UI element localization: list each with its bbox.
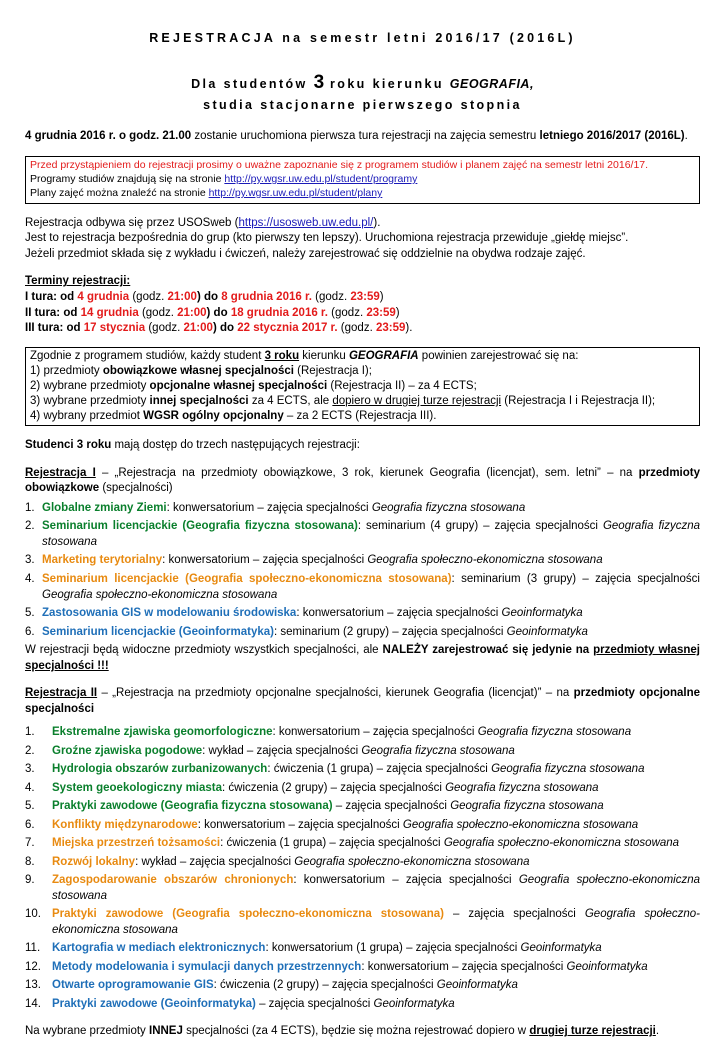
course-desc: : wykład – zajęcia specjalności [202,744,362,757]
program-item-4 [30,409,695,424]
registration-2-section [25,686,700,1012]
course-number: 7. [25,837,35,850]
term-end-time-pre: (godz. [311,290,351,303]
term-end: 22 stycznia 2017 r. [237,322,338,335]
course-specialty: Geografia fizyczna stosowana [361,744,515,757]
terms-section [25,274,700,336]
course-desc: : konwersatorium (1 grupa) – zajęcia specjalności [265,942,521,955]
reg2-bold: przedmioty opcjonalne specjalności [25,687,700,715]
term-end-time: 23:59 [350,290,380,303]
footer-pre: Na wybrane przedmioty [25,1025,149,1038]
program-item-3 [30,394,695,409]
course-specialty: Geografia społeczno-ekonomiczna stosowana [52,874,700,902]
item-num: 1) [30,364,41,377]
item-post: – za 2 ECTS (Rejestracja III). [283,410,437,423]
course-item [25,855,700,871]
course-number: 13. [25,979,41,992]
usos-line3: Jeżeli przedmiot składa się z wykładu i ćwiczeń, należy zarejestrować się oddzielnie na obydwa rodzaje zajęć. [25,247,586,260]
intro-end: . [684,129,688,142]
course-name: Konflikty międzynarodowe [52,818,198,831]
note-plans [30,187,695,201]
course-name: Otwarte oprogramowanie GIS [52,979,214,992]
course-specialty: Geoinformatyka [436,979,518,992]
course-number: 5. [25,607,35,620]
intro-date: 4 grudnia 2016 r. o godz. 21.00 [25,129,192,142]
reg1-note [25,643,700,674]
program-item-2 [30,379,695,394]
usos-line1-pre: Rejestracja odbywa się przez USOSweb ( [25,216,239,229]
course-number: 6. [25,625,35,638]
usos-line2: Jest to rejestracja bezpośrednia do grup (kto pierwszy ten lepszy). Uruchomiona rejestracja przewiduje „giełdę miejsc”. [25,232,629,245]
course-number: 14. [25,997,41,1010]
course-desc: : konwersatorium – zajęcia specjalności [361,960,567,973]
programs-link[interactable]: http://py.wgsr.uw.edu.pl/student/programy [224,173,418,186]
course-desc: : wykład – zajęcia specjalności [135,855,295,868]
term-mid: ) do [212,322,238,335]
usos-line1-post: ). [373,216,381,229]
term-end-time: 23:59 [366,306,396,319]
course-specialty: Geografia społeczno-ekonomiczna stosowana [367,554,603,567]
course-item [25,606,700,622]
course-number: 9. [25,874,35,887]
reg1-desc: – „Rejestracja na przedmioty obowiązkowe, 3 rok, kierunek Geografia (licencjat), sem. letni” – na [95,466,639,479]
subtitle-field: GEOGRAFIA, [449,76,534,91]
course-item [25,781,700,797]
term-round-2 [25,306,700,322]
term-end-time: 23:59 [375,322,406,335]
term-mid: ) do [196,290,222,303]
registration-1-section [25,466,700,674]
course-specialty: Geografia fizyczna stosowana [445,781,599,794]
course-item [25,978,700,994]
course-desc: – zajęcia specjalności [332,800,451,813]
course-desc: : konwersatorium – zajęcia specjalności [296,607,502,620]
footer-end: . [655,1025,660,1038]
item-post: za 4 ECTS, ale [248,395,333,408]
course-specialty: Geografia społeczno-ekonomiczna stosowana [42,588,278,601]
intro-paragraph [25,129,700,145]
reg2-label: Rejestracja II [25,687,98,700]
item-bold: obowiązkowe własnej specjalności [102,364,294,377]
course-desc: : konwersatorium – zajęcia specjalności [272,726,478,739]
course-item [25,941,700,957]
subtitle-year: 3 [313,71,325,93]
course-number: 2. [25,520,35,533]
terms-heading: Terminy rejestracji: [25,275,131,288]
program-intro [30,349,695,364]
course-name: Praktyki zawodowe (Geoinformatyka) [52,997,256,1010]
program-intro-post: powinien zarejestrować się na: [418,349,579,362]
course-number: 8. [25,855,35,868]
course-item [25,997,700,1013]
item-num: 2) [30,379,41,392]
course-number: 5. [25,800,35,813]
course-name: Zastosowania GIS w modelowaniu środowiska [42,607,297,620]
term-start-time: 21:00 [177,306,207,319]
term-round-1 [25,290,700,306]
item-underline: dopiero w drugiej turze rejestracji [332,395,502,408]
term-start: 4 grudnia [77,290,130,303]
note-warning: Przed przystąpieniem do rejestracji prosimy o uważne zapoznanie się z programem studiów i planem zajęć na semestr letni 2016/17. [30,159,649,172]
course-name: Seminarium licencjackie (Geoinformatyka) [42,625,275,638]
course-specialty: Geoinformatyka [373,997,455,1010]
footer-bold-underline: drugiej turze rejestracji [529,1025,656,1038]
course-number: 12. [25,960,41,973]
term-mid: ) do [206,306,231,319]
course-item [25,818,700,834]
course-desc: : konwersatorium – zajęcia specjalności [293,874,519,887]
course-number: 3. [25,763,35,776]
term-end: 8 grudnia 2016 r. [221,290,312,303]
term-end-time-pre: (godz. [327,306,367,319]
course-name: Praktyki zawodowe (Geografia społeczno-ekonomiczna stosowana) [52,908,444,921]
access-bold: Studenci 3 roku [25,439,112,452]
note-box [25,156,700,204]
term-start-time-pre: (godz. [129,290,168,303]
course-desc: – zajęcia specjalności [443,908,585,921]
course-name: Kartografia w mediach elektronicznych [52,942,266,955]
access-text: mają dostęp do trzech następujących rejestracji: [111,439,360,452]
term-start-time-pre: (godz. [138,306,178,319]
subtitle-mid: roku kierunku [330,76,444,91]
course-name: Seminarium licencjackie (Geografia społeczno-ekonomiczna stosowana) [42,573,452,585]
item-bold: innej specjalności [149,395,249,408]
course-number: 11. [25,942,41,955]
term-label: I tura: od [25,290,78,303]
usosweb-link[interactable]: https://usosweb.uw.edu.pl/ [238,216,374,229]
reg1-post: (specjalności) [99,482,173,495]
course-desc: : ćwiczenia (2 grupy) – zajęcia specjalności [222,781,446,794]
program-intro-field: GEOGRAFIA [348,349,419,362]
program-intro-mid: kierunku [299,349,349,362]
course-item [25,960,700,976]
course-name: Seminarium licencjackie (Geografia fizyczna stosowana) [42,520,358,533]
program-item-1 [30,364,695,379]
course-desc: : seminarium (3 grupy) – zajęcia specjalności [451,573,700,585]
course-number: 4. [25,781,35,794]
course-item [25,572,700,603]
term-start-time-pre: (godz. [145,322,184,335]
reg1-note-pre: W rejestracji będą widoczne przedmioty wszystkich specjalności, ale [25,644,383,657]
footer-note [25,1024,700,1040]
course-item [25,625,700,641]
course-name: Marketing terytorialny [42,554,163,567]
document-subtitle [25,69,700,115]
course-desc: : konwersatorium – zajęcia specjalności [197,818,403,831]
note-programs-label: Programy studiów znajdują się na stronie [30,173,225,186]
course-specialty: Geografia społeczno-ekonomiczna stosowana [294,855,530,868]
item-tail: (Rejestracja I i Rejestracja II); [501,395,656,408]
program-box [25,347,700,427]
item-pre: wybrane przedmioty [43,395,150,408]
course-specialty: Geografia społeczno-ekonomiczna stosowana [402,818,639,831]
course-item [25,762,700,778]
term-label: II tura: od [25,306,81,319]
reg1-note-bold: NALEŻY zarejestrować się jedynie na [382,644,594,657]
course-specialty: Geografia społeczno-ekonomiczna stosowana [443,837,680,850]
course-specialty: Geoinformatyka [566,960,648,973]
reg1-label: Rejestracja I [25,466,96,479]
reg2-desc: – „Rejestracja na przedmioty opcjonalne specjalności, kierunek Geografia (licencjat)” – na [97,687,574,700]
item-pre: wybrane przedmioty [43,379,150,392]
course-item [25,519,700,550]
subtitle-line2: studia stacjonarne pierwszego stopnia [203,98,522,113]
course-item [25,907,700,938]
usos-line1 [25,216,700,232]
course-item [25,725,700,741]
course-number: 6. [25,818,35,831]
course-desc: : ćwiczenia (2 grupy) – zajęcia specjalności [213,979,437,992]
reg2-list [25,725,700,1012]
item-post: (Rejestracja II) – za 4 ECTS; [327,379,477,392]
footer-mid: specjalności (za 4 ECTS), będzie się można rejestrować dopiero w [182,1025,530,1038]
course-specialty: Geografia fizyczna stosowana [42,520,700,548]
intro-text: zostanie uruchomiona pierwsza tura rejestracji na zajęcia semestru [191,129,540,142]
term-round-3 [25,321,700,337]
course-desc: : seminarium (4 grupy) – zajęcia specjalności [357,520,603,533]
term-start: 14 grudnia [80,306,139,319]
course-item [25,553,700,569]
subtitle-pre: Dla studentów [191,76,308,91]
course-item [25,744,700,760]
course-desc: – zajęcia specjalności [255,997,374,1010]
course-specialty: Geografia fizyczna stosowana [491,763,645,776]
reg2-heading [25,686,700,717]
reg1-list [25,501,700,640]
reg1-note-bold-underline: przedmioty własnej specjalności !!! [25,644,700,672]
course-number: 2. [25,744,35,757]
course-item [25,873,700,904]
item-pre: wybrany przedmiot [43,410,144,423]
course-specialty: Geografia fizyczna stosowana [371,501,526,514]
course-number: 3. [25,554,35,567]
course-specialty: Geoinformatyka [506,625,588,638]
course-item [25,799,700,815]
course-name: System geoekologiczny miasta [52,781,223,794]
term-end-time-pre: (godz. [337,322,376,335]
note-plans-label: Plany zajęć można znaleźć na stronie [30,186,209,199]
term-end: 18 grudnia 2016 r. [230,306,328,319]
course-number: 10. [25,908,41,921]
course-desc: : ćwiczenia (1 grupa) – zajęcia specjalności [267,763,492,776]
term-label: III tura: od [25,322,84,335]
course-specialty: Geoinformatyka [520,942,602,955]
program-intro-year: 3 roku [264,349,300,362]
intro-semester: letniego 2016/2017 (2016L) [539,129,685,142]
item-bold: opcjonalne własnej specjalności [149,379,328,392]
course-specialty: Geografia fizyczna stosowana [477,726,632,739]
term-start: 17 stycznia [83,322,146,335]
course-name: Rozwój lokalny [52,855,136,868]
term-start-time: 21:00 [167,290,197,303]
course-specialty: Geoinformatyka [501,607,583,620]
reg1-bold: przedmioty obowiązkowe [25,466,700,495]
term-start-time: 21:00 [183,322,213,335]
course-name: Ekstremalne zjawiska geomorfologiczne [52,726,273,739]
access-paragraph [25,438,700,454]
plans-link[interactable]: http://py.wgsr.uw.edu.pl/student/plany [208,186,383,199]
course-desc: : seminarium (2 grupy) – zajęcia specjalności [274,625,507,638]
item-pre: przedmioty [43,364,103,377]
course-name: Praktyki zawodowe (Geografia fizyczna stosowana) [52,800,333,813]
course-specialty: Geografia społeczno-ekonomiczna stosowana [52,908,700,936]
footer-bold: INNEJ [149,1025,183,1038]
course-item [25,836,700,852]
reg1-heading [25,466,700,497]
term-close: ) [379,290,384,303]
course-name: Zagospodarowanie obszarów chronionych [52,874,294,887]
item-num: 3) [30,395,41,408]
term-close: ). [405,322,413,335]
usos-section [25,216,700,263]
note-programs [30,173,695,187]
course-name: Metody modelowania i symulacji danych przestrzennych [52,960,362,973]
course-number: 1. [25,501,35,514]
course-name: Groźne zjawiska pogodowe [52,744,203,757]
course-item [25,501,700,517]
course-desc: : ćwiczenia (1 grupa) – zajęcia specjalności [220,837,444,850]
document-title: REJESTRACJA na semestr letni 2016/17 (2016L) [149,31,576,45]
course-specialty: Geografia fizyczna stosowana [450,800,604,813]
course-name: Miejska przestrzeń tożsamości [52,837,221,850]
course-name: Globalne zmiany Ziemi [42,501,167,514]
course-number: 1. [25,726,35,739]
item-num: 4) [30,410,41,423]
course-desc: : konwersatorium – zajęcia specjalności [162,554,368,567]
course-number: 4. [25,573,35,585]
document-page [25,30,700,1040]
course-name: Hydrologia obszarów zurbanizowanych [52,763,268,776]
program-intro-pre: Zgodnie z programem studiów, każdy student [30,349,265,362]
course-desc: : konwersatorium – zajęcia specjalności [166,501,372,514]
term-close: ) [395,306,400,319]
item-post: (Rejestracja I); [293,364,372,377]
item-bold: WGSR ogólny opcjonalny [143,410,284,423]
